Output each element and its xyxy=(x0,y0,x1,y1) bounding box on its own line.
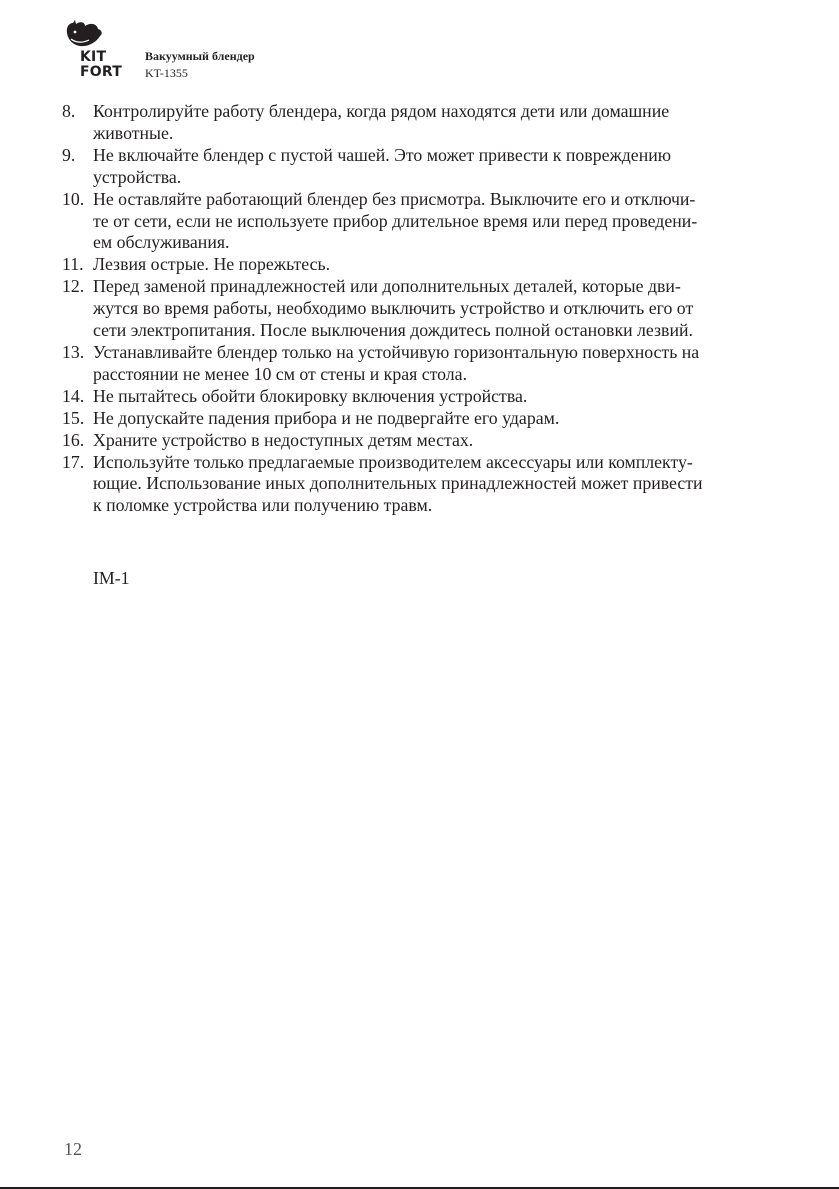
list-item-number: 12. xyxy=(62,276,85,297)
list-item-text-line: Не оставляйте работающий блендер без присмотра. Выключите его и отключи- xyxy=(93,188,696,209)
list-item-text-line: сети электропитания. После выключения дождитесь полной остановки лезвий. xyxy=(93,320,693,341)
list-item-number: 10. xyxy=(62,188,85,209)
list-item-number: 9. xyxy=(62,144,76,165)
list-item-text-line: жутся во время работы, необходимо выключить устройство и отключить его от xyxy=(93,298,694,319)
list-item-text-line: ющие. Использование иных дополнительных принадлежностей может привести xyxy=(93,473,703,494)
list-item xyxy=(62,189,784,255)
list-item-text-line: Лезвия острые. Не порежьтесь. xyxy=(93,254,331,275)
list-item-number: 15. xyxy=(62,407,85,428)
page-number: 12 xyxy=(64,1139,82,1159)
list-item-text-line: ем обслуживания. xyxy=(93,232,230,253)
logo-text-line2: FORT xyxy=(80,64,122,80)
list-item-text-line: к поломке устройства или получению травм. xyxy=(93,495,433,516)
product-model: KT-1355 xyxy=(145,66,188,80)
list-item-text-line: Перед заменой принадлежностей или дополнительных деталей, которые дви- xyxy=(93,276,681,297)
list-item-number: 8. xyxy=(62,101,76,121)
list-item xyxy=(62,276,784,342)
list-item xyxy=(62,254,784,276)
kitfort-logo xyxy=(64,20,134,82)
list-item xyxy=(62,386,784,408)
list-item-number: 11. xyxy=(62,254,84,275)
instructions-list xyxy=(62,101,784,517)
whale-icon xyxy=(64,20,104,50)
logo-text-line1: KIT xyxy=(80,49,107,65)
list-item-number: 17. xyxy=(62,451,85,472)
list-item xyxy=(62,452,784,518)
list-item-number: 13. xyxy=(62,341,85,362)
list-item-text-line: те от сети, если не используете прибор длительное время или перед проведени- xyxy=(93,210,698,231)
list-item-text-line: животные. xyxy=(93,122,174,143)
list-item-text-line: Не допускайте падения прибора и не подвергайте его ударам. xyxy=(93,407,560,428)
list-item xyxy=(62,408,784,430)
list-item xyxy=(62,430,784,452)
document-code: IM-1 xyxy=(93,568,130,588)
instructions-body xyxy=(62,101,784,517)
list-item-text-line: устройства. xyxy=(93,166,182,187)
list-item-text-line: Устанавливайте блендер только на устойчивую горизонтальную поверхность на xyxy=(93,341,700,362)
list-item xyxy=(62,145,784,189)
list-item-number: 16. xyxy=(62,429,85,450)
list-item xyxy=(62,101,784,145)
page-header xyxy=(64,20,564,82)
product-name: Вакуумный блендер xyxy=(145,49,255,63)
list-item-number: 14. xyxy=(62,385,85,406)
list-item-text-line: Используйте только предлагаемые производителем аксессуары или комплекту- xyxy=(93,451,693,472)
list-item-text-line: Не пытайтесь обойти блокировку включения устройства. xyxy=(93,385,528,406)
list-item-text-line: расстоянии не менее 10 см от стены и края стола. xyxy=(93,363,468,384)
list-item-text-line: Контролируйте работу блендера, когда рядом находятся дети или домашние xyxy=(93,101,670,121)
list-item-text-line: Не включайте блендер с пустой чашей. Это может привести к повреждению xyxy=(93,144,672,165)
list-item-text-line: Храните устройство в недоступных детям местах. xyxy=(93,429,474,450)
list-item xyxy=(62,342,784,386)
